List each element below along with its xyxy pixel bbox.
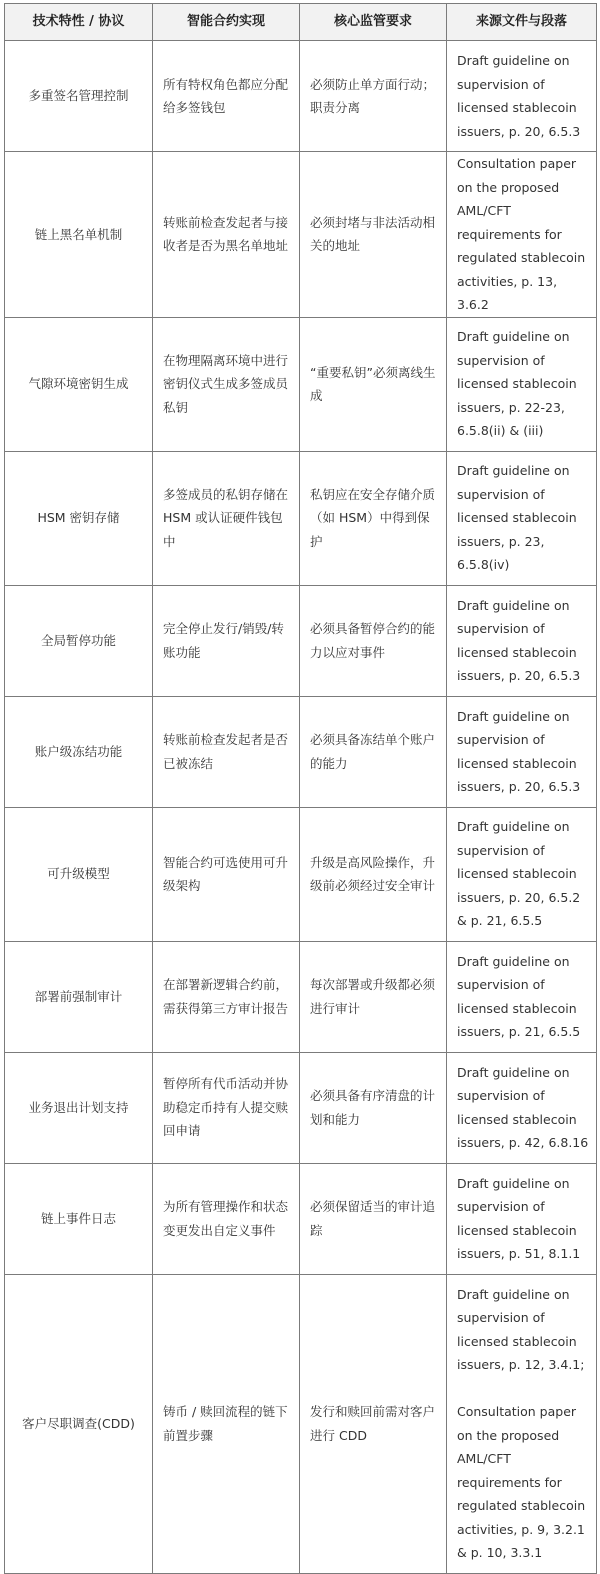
requirement-cell: 必须封堵与非法活动相关的地址 xyxy=(300,152,447,318)
header-implementation: 智能合约实现 xyxy=(153,4,300,41)
implementation-cell: 铸币 / 赎回流程的链下前置步骤 xyxy=(153,1274,300,1573)
source-cell xyxy=(447,585,597,696)
feature-cell: HSM 密钥存储 xyxy=(5,451,153,585)
requirement-cell: 每次部署或升级都必须进行审计 xyxy=(300,941,447,1052)
feature-cell: 部署前强制审计 xyxy=(5,941,153,1052)
feature-cell: 账户级冻结功能 xyxy=(5,696,153,807)
source-text: Draft guideline on supervision of licensed stablecoin issuers, p. 12, 3.4.1; xyxy=(457,1286,585,1372)
header-source: 来源文件与段落 xyxy=(447,4,597,41)
source-text: Draft guideline on supervision of licensed stablecoin issuers, p. 51, 8.1.1 xyxy=(457,1175,581,1261)
implementation-cell: 为所有管理操作和状态变更发出自定义事件 xyxy=(153,1163,300,1274)
requirement-cell: 升级是高风险操作，升级前必须经过安全审计 xyxy=(300,807,447,941)
requirement-cell: 私钥应在安全存储介质（如 HSM）中得到保护 xyxy=(300,451,447,585)
requirement-cell: 必须具备有序清盘的计划和能力 xyxy=(300,1052,447,1163)
source-spacer xyxy=(457,1377,590,1401)
requirement-cell: 发行和赎回前需对客户进行 CDD xyxy=(300,1274,447,1573)
table-row xyxy=(5,451,597,585)
source-text: Draft guideline on supervision of licensed stablecoin issuers, p. 42, 6.8.16 xyxy=(457,1064,589,1150)
feature-cell: 多重签名管理控制 xyxy=(5,41,153,152)
feature-cell: 客户尽职调查(CDD) xyxy=(5,1274,153,1573)
table-row xyxy=(5,696,597,807)
implementation-cell: 转账前检查发起者是否已被冻结 xyxy=(153,696,300,807)
source-cell xyxy=(447,152,597,318)
source-cell xyxy=(447,1052,597,1163)
table-row xyxy=(5,1052,597,1163)
feature-cell: 全局暂停功能 xyxy=(5,585,153,696)
source-text: Consultation paper on the proposed AML/CFT requirements for regulated stablecoin activities, p. 9, 3.2.1 & p. 10, 3.3.1 xyxy=(457,1404,586,1560)
source-text: Consultation paper on the proposed AML/CFT requirements for regulated stablecoin activities, p. 13, 3.6.2 xyxy=(457,156,586,312)
table-row xyxy=(5,152,597,318)
requirement-cell: 必须保留适当的审计追踪 xyxy=(300,1163,447,1274)
implementation-cell: 完全停止发行/销毁/转账功能 xyxy=(153,585,300,696)
table-row xyxy=(5,585,597,696)
table-row xyxy=(5,1274,597,1573)
source-cell xyxy=(447,941,597,1052)
feature-cell: 链上黑名单机制 xyxy=(5,152,153,318)
table-row xyxy=(5,41,597,152)
requirement-cell: 必须具备冻结单个账户的能力 xyxy=(300,696,447,807)
source-text: Draft guideline on supervision of licensed stablecoin issuers, p. 20, 6.5.3 xyxy=(457,53,581,139)
source-cell xyxy=(447,696,597,807)
header-requirement: 核心监管要求 xyxy=(300,4,447,41)
implementation-cell: 暂停所有代币活动并协助稳定币持有人提交赎回申请 xyxy=(153,1052,300,1163)
feature-cell: 业务退出计划支持 xyxy=(5,1052,153,1163)
feature-cell: 可升级模型 xyxy=(5,807,153,941)
source-text: Draft guideline on supervision of licensed stablecoin issuers, p. 20, 6.5.2 & p. 21, 6.5.5 xyxy=(457,819,581,929)
table-header-row xyxy=(5,4,597,41)
table-row xyxy=(5,1163,597,1274)
source-cell xyxy=(447,1163,597,1274)
source-text: Draft guideline on supervision of licensed stablecoin issuers, p. 22-23, 6.5.8(ii) & (iii) xyxy=(457,329,577,439)
source-cell xyxy=(447,317,597,451)
source-text: Draft guideline on supervision of licensed stablecoin issuers, p. 20, 6.5.3 xyxy=(457,597,581,683)
source-cell xyxy=(447,451,597,585)
regulatory-mapping-table xyxy=(4,3,597,1574)
table-row xyxy=(5,317,597,451)
table-row xyxy=(5,807,597,941)
source-cell xyxy=(447,807,597,941)
source-text: Draft guideline on supervision of licensed stablecoin issuers, p. 23, 6.5.8(iv) xyxy=(457,463,577,573)
source-text: Draft guideline on supervision of licensed stablecoin issuers, p. 21, 6.5.5 xyxy=(457,953,581,1039)
implementation-cell: 在物理隔离环境中进行密钥仪式生成多签成员私钥 xyxy=(153,317,300,451)
source-cell xyxy=(447,41,597,152)
feature-cell: 链上事件日志 xyxy=(5,1163,153,1274)
table-row xyxy=(5,941,597,1052)
implementation-cell: 所有特权角色都应分配给多签钱包 xyxy=(153,41,300,152)
header-feature: 技术特性 / 协议 xyxy=(5,4,153,41)
source-text: Draft guideline on supervision of licensed stablecoin issuers, p. 20, 6.5.3 xyxy=(457,708,581,794)
implementation-cell: 智能合约可选使用可升级架构 xyxy=(153,807,300,941)
implementation-cell: 转账前检查发起者与接收者是否为黑名单地址 xyxy=(153,152,300,318)
requirement-cell: “重要私钥”必须离线生成 xyxy=(300,317,447,451)
implementation-cell: 多签成员的私钥存储在 HSM 或认证硬件钱包中 xyxy=(153,451,300,585)
requirement-cell: 必须具备暂停合约的能力以应对事件 xyxy=(300,585,447,696)
implementation-cell: 在部署新逻辑合约前，需获得第三方审计报告 xyxy=(153,941,300,1052)
feature-cell: 气隙环境密钥生成 xyxy=(5,317,153,451)
requirement-cell: 必须防止单方面行动；职责分离 xyxy=(300,41,447,152)
source-cell xyxy=(447,1274,597,1573)
